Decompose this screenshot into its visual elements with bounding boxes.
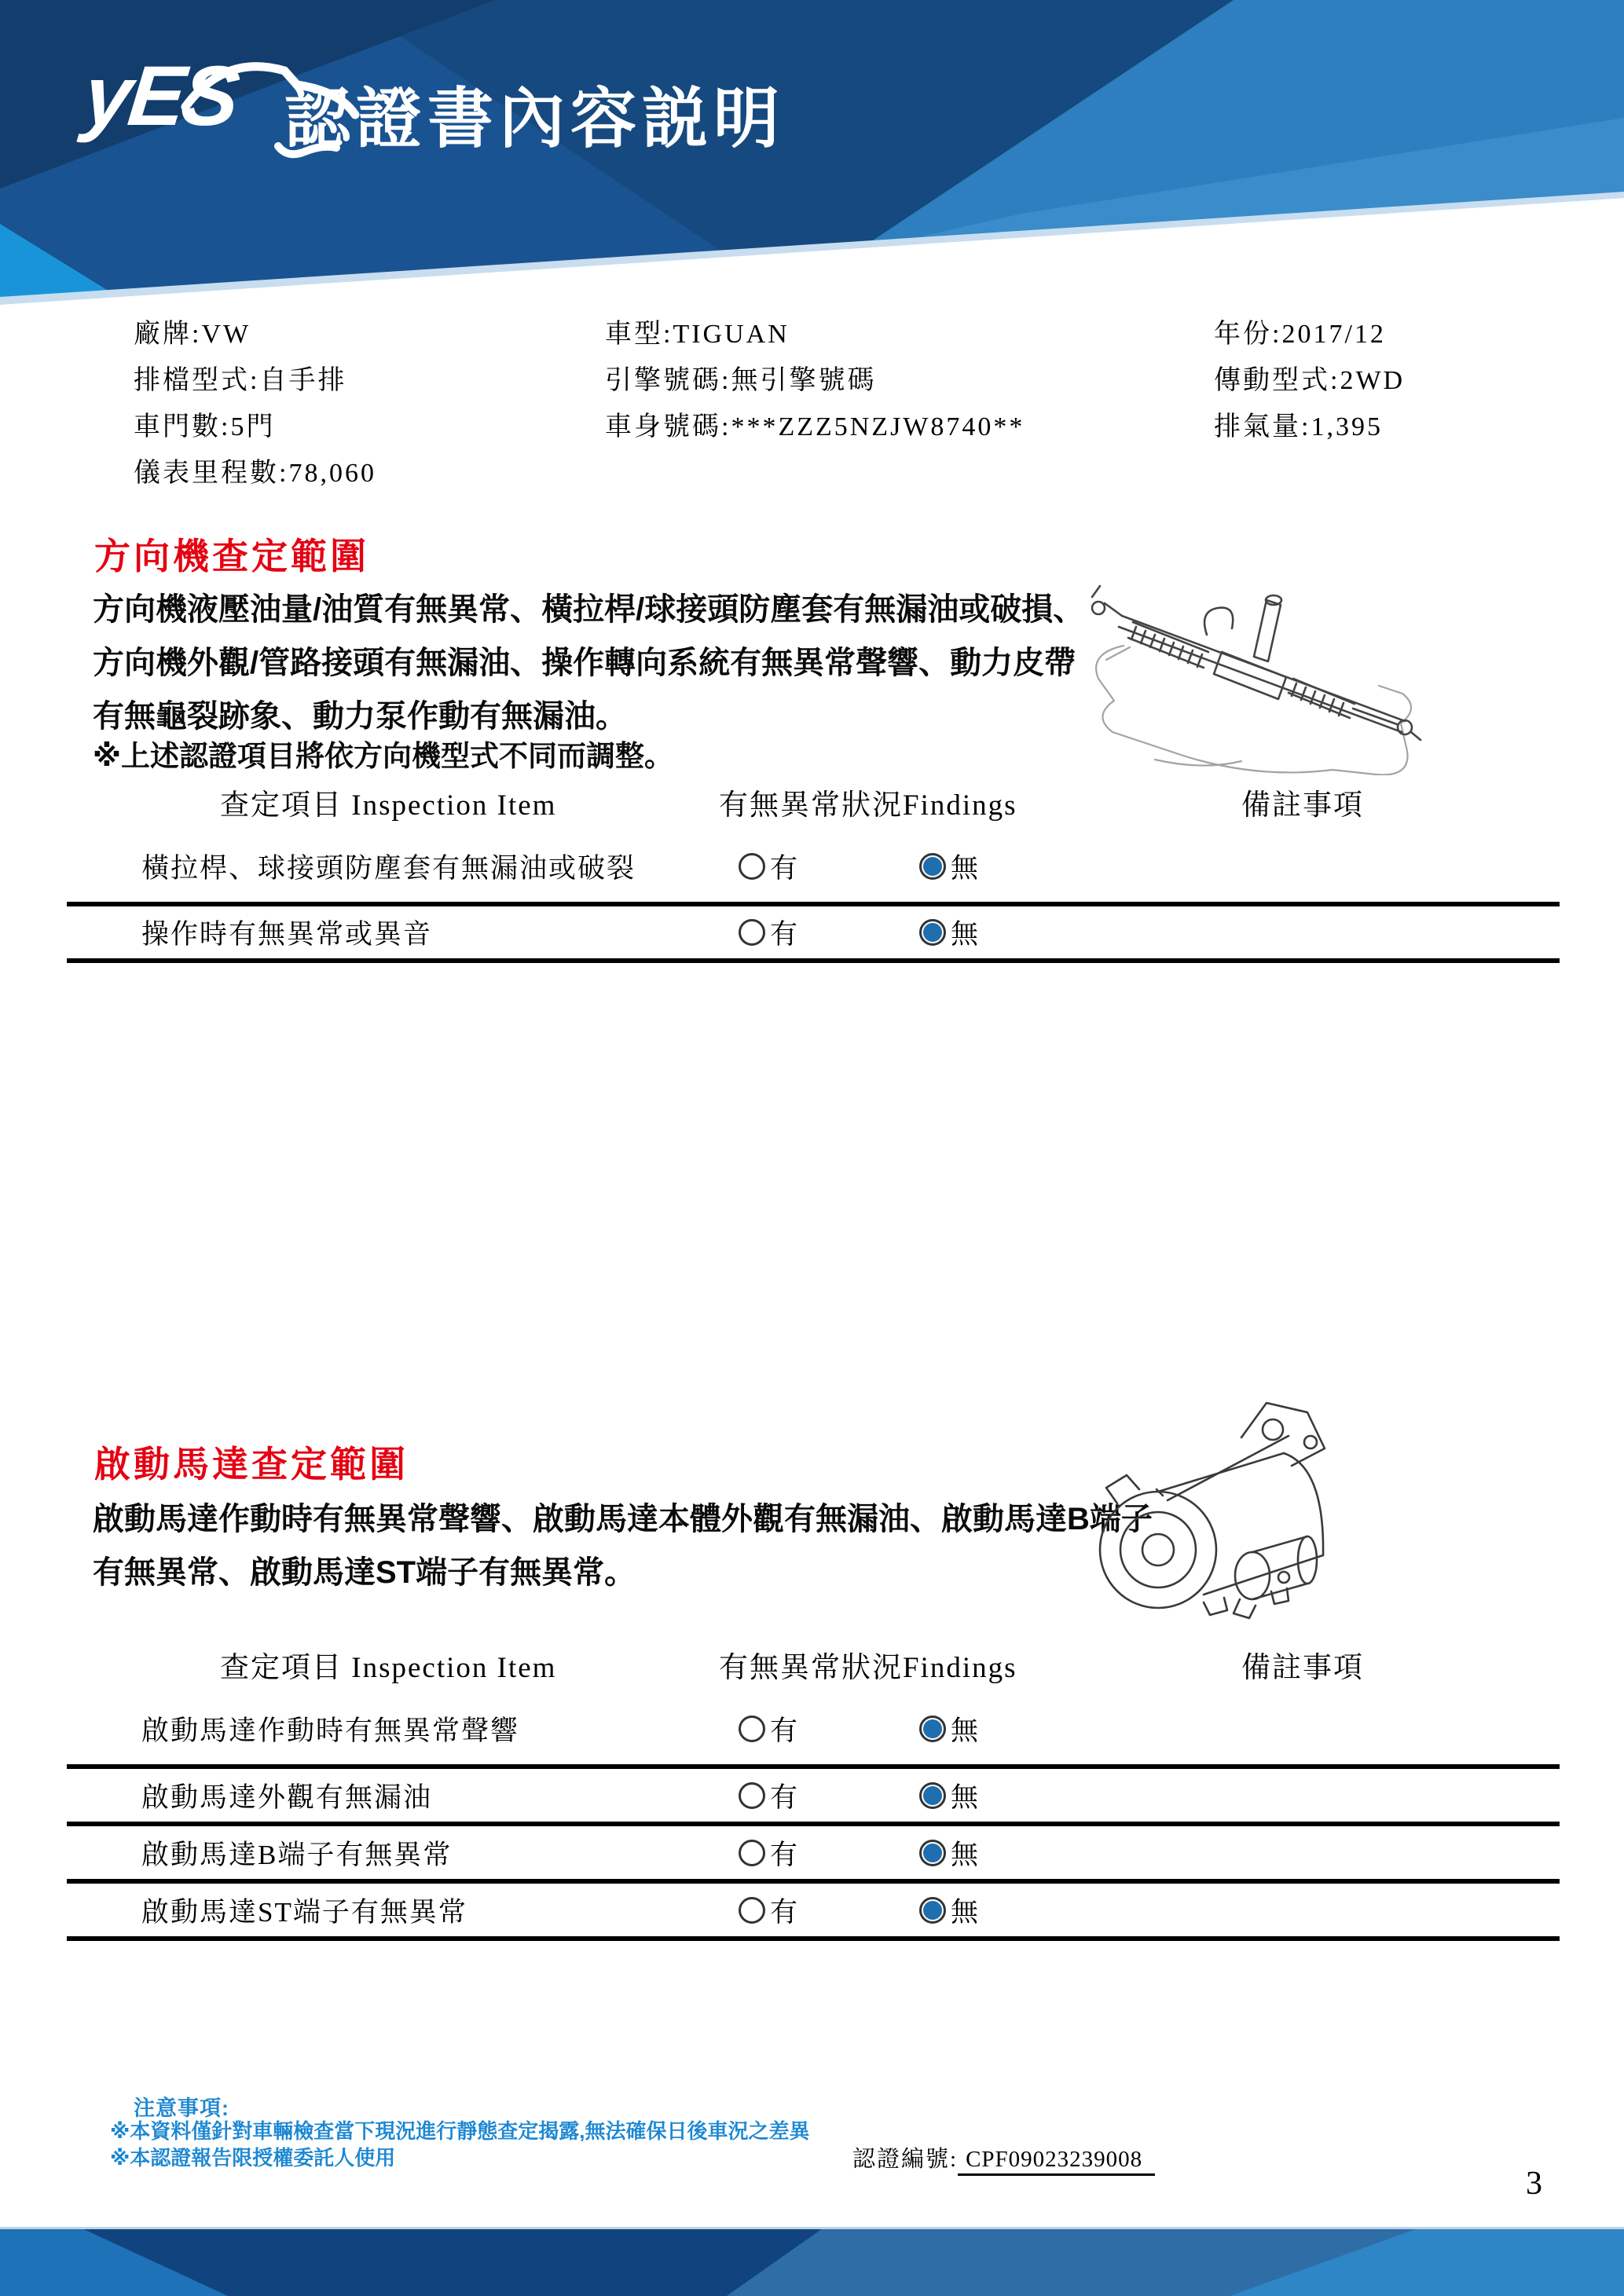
option-no-label: 無 — [951, 853, 979, 884]
notice-line: ※本認證報告限授權委託人使用 — [110, 2146, 396, 2170]
col-header-findings: 有無異常狀況Findings — [719, 789, 1017, 822]
option-yes-label: 有 — [770, 1896, 798, 1928]
radio-yes-icon — [739, 1716, 765, 1742]
radio-yes-icon — [739, 919, 765, 946]
radio-no-icon — [919, 1716, 946, 1742]
starter-inspection-table — [67, 1632, 1560, 1941]
option-no-label: 無 — [951, 1896, 979, 1928]
finding-option-yes — [739, 913, 797, 952]
inspection-item-label: 橫拉桿、球接頭防塵套有無漏油或破裂 — [141, 853, 636, 884]
option-yes-label: 有 — [770, 1782, 798, 1813]
footer-banner — [0, 2227, 1624, 2296]
header-banner — [0, 0, 1624, 314]
steering-desc-line: 方向機外觀/管路接頭有無漏油、操作轉向系統有無異常聲響、動力皮帶 — [93, 646, 1076, 680]
inspection-item-label: 啟動馬達作動時有無異常聲響 — [141, 1716, 520, 1746]
col-header-remarks: 備註事項 — [1241, 1652, 1364, 1684]
inspection-item-label: 啟動馬達B端子有無異常 — [141, 1839, 453, 1870]
table-row — [67, 1826, 1560, 1884]
vehicle-info-column-2 — [605, 311, 1025, 450]
page-number: 3 — [1526, 2166, 1542, 2202]
option-yes-label: 有 — [770, 1716, 798, 1746]
table-header-row — [67, 1632, 1560, 1694]
vehicle-vin: 車身號碼:***ZZZ5NZJW8740** — [605, 412, 1025, 441]
radio-no-icon — [919, 853, 946, 880]
radio-yes-icon — [739, 1897, 765, 1924]
vehicle-info-column-1 — [134, 311, 376, 496]
option-yes-label: 有 — [770, 919, 798, 950]
finding-option-no — [919, 1776, 978, 1815]
vehicle-door-count: 車門數:5門 — [134, 412, 276, 441]
vehicle-model: 車型:TIGUAN — [605, 320, 790, 349]
radio-yes-icon — [739, 1840, 765, 1866]
vehicle-engine-no: 引擎號碼:無引擎號碼 — [605, 366, 877, 395]
notice-line: ※本資料僅針對車輛檢查當下現況進行靜態查定揭露,無法確保日後車況之差異 — [110, 2119, 810, 2143]
col-header-remarks: 備註事項 — [1241, 789, 1364, 822]
steering-section-description — [93, 583, 1084, 743]
option-yes-label: 有 — [770, 1839, 798, 1870]
col-header-findings: 有無異常狀況Findings — [719, 1652, 1017, 1684]
starter-desc-line: 啟動馬達作動時有無異常聲響、啟動馬達本體外觀有無漏油、啟動馬達B端子 — [93, 1502, 1153, 1536]
radio-yes-icon — [739, 1782, 765, 1809]
inspection-item-label: 啟動馬達外觀有無漏油 — [141, 1782, 433, 1813]
vehicle-drive-type: 傳動型式:2WD — [1214, 366, 1406, 395]
finding-option-no — [919, 1709, 978, 1749]
vehicle-year: 年份:2017/12 — [1214, 320, 1386, 349]
steering-desc-line: 有無龜裂跡象、動力泵作動有無漏油。 — [93, 699, 627, 734]
radio-no-icon — [919, 1897, 946, 1924]
radio-no-icon — [919, 919, 946, 946]
finding-option-yes — [739, 1776, 797, 1815]
finding-option-yes — [739, 847, 797, 886]
certificate-number-label: 認證編號: — [852, 2147, 959, 2172]
vehicle-brand: 廠牌:VW — [134, 320, 251, 349]
col-header-inspection-item: 查定項目 Inspection Item — [220, 1652, 557, 1684]
option-no-label: 無 — [951, 1716, 979, 1746]
finding-option-yes — [739, 1709, 797, 1749]
option-no-label: 無 — [951, 919, 979, 950]
steering-inspection-table — [67, 770, 1560, 963]
starter-section-description — [93, 1492, 1153, 1599]
steering-rack-illustration — [1061, 559, 1446, 775]
certificate-number-value: CPF09023239008 — [958, 2147, 1155, 2176]
yes-logo — [79, 48, 305, 174]
option-no-label: 無 — [951, 1839, 979, 1870]
finding-option-yes — [739, 1833, 797, 1873]
finding-option-no — [919, 913, 978, 952]
table-row — [67, 831, 1560, 906]
inspection-item-label: 操作時有無異常或異音 — [141, 919, 433, 950]
radio-yes-icon — [739, 853, 765, 880]
table-row — [67, 1769, 1560, 1826]
notice-title: 注意事項: — [134, 2096, 229, 2120]
option-yes-label: 有 — [770, 853, 798, 884]
radio-no-icon — [919, 1840, 946, 1866]
inspection-item-label: 啟動馬達ST端子有無異常 — [141, 1896, 467, 1928]
vehicle-displacement: 排氣量:1,395 — [1214, 412, 1383, 441]
steering-section-title: 方向機查定範圍 — [94, 536, 369, 577]
table-header-row — [67, 770, 1560, 831]
finding-option-no — [919, 847, 978, 886]
starter-desc-line: 有無異常、啟動馬達ST端子有無異常。 — [93, 1555, 636, 1590]
starter-section-title: 啟動馬達查定範圍 — [94, 1444, 409, 1485]
table-row — [67, 1694, 1560, 1769]
certificate-number — [852, 2141, 1155, 2173]
table-row — [67, 1884, 1560, 1941]
notice-lines — [110, 2118, 810, 2171]
col-header-inspection-item: 查定項目 Inspection Item — [220, 789, 557, 822]
vehicle-odometer: 儀表里程數:78,060 — [134, 459, 376, 488]
finding-option-no — [919, 1891, 978, 1930]
vehicle-info-column-3 — [1214, 311, 1405, 450]
steering-section-note: ※上述認證項目將依方向機型式不同而調整。 — [93, 740, 673, 772]
finding-option-yes — [739, 1891, 797, 1930]
option-no-label: 無 — [951, 1782, 979, 1813]
steering-desc-line: 方向機液壓油量/油質有無異常、橫拉桿/球接頭防塵套有無漏油或破損、 — [93, 592, 1085, 627]
radio-no-icon — [919, 1782, 946, 1809]
page-title: 認證書內容説明 — [284, 82, 786, 156]
table-row — [67, 906, 1560, 963]
vehicle-transmission-type: 排檔型式:自手排 — [134, 366, 347, 395]
starter-motor-illustration — [1086, 1389, 1365, 1628]
finding-option-no — [919, 1833, 978, 1873]
yes-logo-text: yES — [79, 48, 241, 143]
